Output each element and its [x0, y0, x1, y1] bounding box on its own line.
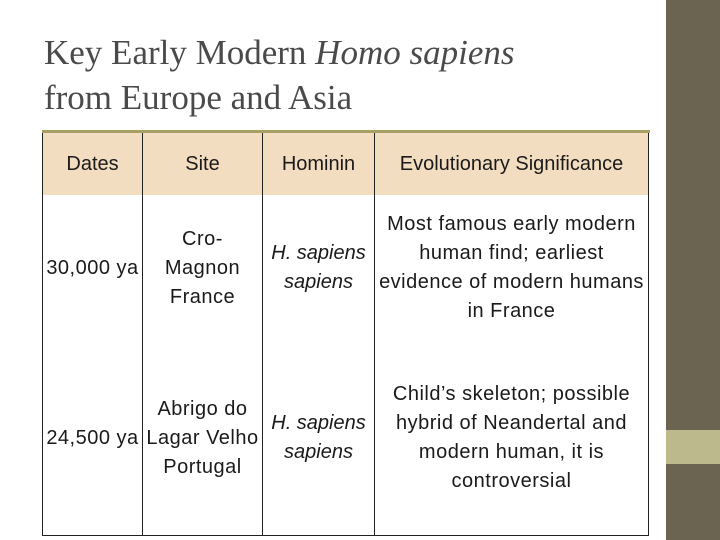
cell-site: Abrigo do Lagar Velho Portugal: [143, 341, 263, 536]
table-row: [43, 195, 649, 341]
header-dates: Dates: [43, 133, 143, 195]
sidebar-band-bottom: [666, 464, 720, 540]
title-line-2: from Europe and Asia: [44, 78, 353, 117]
slide-title: [44, 30, 654, 120]
cell-hominin: H. sapiens sapiens: [263, 195, 375, 341]
slide-sidebar-decoration: [666, 0, 720, 540]
title-line-1: [44, 30, 654, 75]
table-row: [43, 341, 649, 536]
sidebar-band-top: [666, 0, 720, 430]
cell-significance: Child’s skeleton; possible hybrid of Neandertal and modern human, it is controversial: [375, 341, 649, 536]
header-significance: Evolutionary Significance: [375, 133, 649, 195]
cell-significance: Most famous early modern human find; earliest evidence of modern humans in France: [375, 195, 649, 341]
title-italic-text: Homo sapiens: [315, 33, 515, 72]
header-site: Site: [143, 133, 263, 195]
cell-date: 30,000 ya: [43, 195, 143, 341]
header-hominin: Hominin: [263, 133, 375, 195]
cell-hominin: H. sapiens sapiens: [263, 341, 375, 536]
cell-date: 24,500 ya: [43, 341, 143, 536]
sidebar-accent-block: [666, 430, 720, 464]
cell-site: Cro-Magnon France: [143, 195, 263, 341]
title-plain-text: Key Early Modern: [44, 33, 316, 72]
hominin-table: [42, 133, 649, 536]
table-header-row: [43, 133, 649, 195]
